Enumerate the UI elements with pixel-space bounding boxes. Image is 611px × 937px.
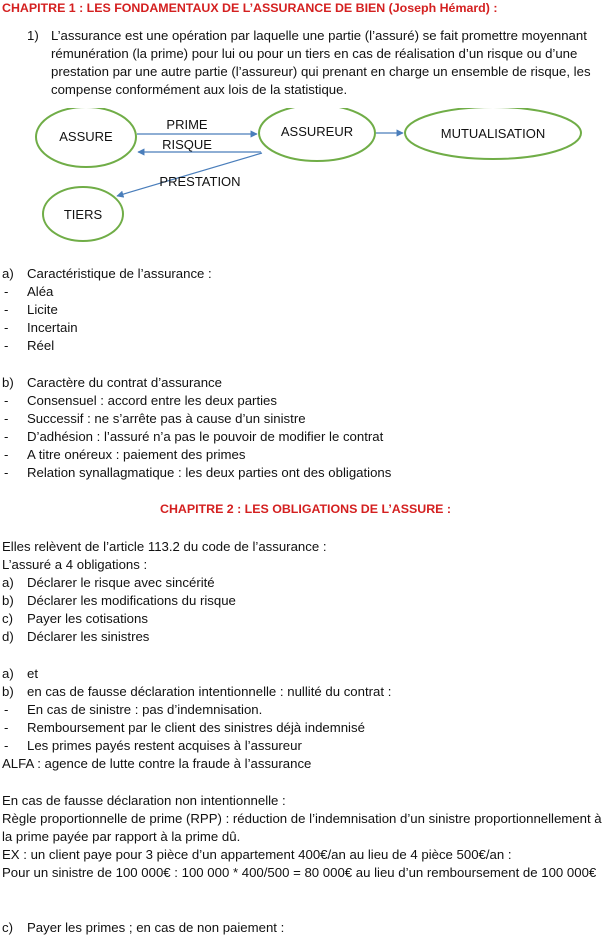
list-item: D’adhésion : l’assuré n’a pas le pouvoir de modifier le contrat	[27, 429, 384, 444]
obligation-letter: c)	[2, 611, 13, 626]
section-b-text: en cas de fausse déclaration intentionnelle : nullité du contrat :	[27, 684, 392, 699]
alfa-note: ALFA : agence de lutte contre la fraude à l’assurance	[2, 756, 312, 771]
list-dash: -	[4, 302, 9, 317]
rpp-paragraph: Règle proportionnelle de prime (RPP) : réduction de l’indemnisation d’un sinistre proportionnellement à la prime payée par rapport à la prime dû.	[2, 811, 602, 844]
section-b-letter: b)	[2, 684, 14, 699]
list-dash: -	[4, 338, 9, 353]
section-c-text: Payer les primes ; en cas de non paiement :	[27, 920, 285, 935]
list-item: En cas de sinistre : pas d’indemnisation.	[27, 702, 263, 717]
chapter2-intro: Elles relèvent de l’article 113.2 du code de l’assurance :	[2, 539, 327, 554]
chapter2-title: CHAPITRE 2 : LES OBLIGATIONS DE L’ASSURE :	[160, 502, 451, 516]
list-item: Successif : ne s’arrête pas à cause d’un sinistre	[27, 411, 306, 426]
obligation-letter: b)	[2, 593, 14, 608]
list-dash: -	[4, 284, 9, 299]
list-dash: -	[4, 320, 9, 335]
list-item: Licite	[27, 302, 58, 317]
list-item: Réel	[27, 338, 55, 353]
insurance-diagram	[0, 108, 611, 248]
tiers-label: TIERS	[63, 207, 103, 222]
prestation-label: PRESTATION	[159, 174, 241, 189]
assureur-label: ASSUREUR	[280, 124, 354, 139]
section-c-letter: c)	[2, 920, 13, 935]
caractere-letter: b)	[2, 375, 14, 390]
obligation-item: Déclarer les modifications du risque	[27, 593, 236, 608]
non-intentional-heading: En cas de fausse déclaration non intentionnelle :	[2, 793, 286, 808]
list-dash: -	[4, 393, 9, 408]
section-a-letter: a)	[2, 666, 14, 681]
list-dash: -	[4, 447, 9, 462]
section-a-text: et	[27, 666, 38, 681]
list-item: Consensuel : accord entre les deux parties	[27, 393, 277, 408]
chapter1-title: CHAPITRE 1 : LES FONDAMENTAUX DE L’ASSURANCE DE BIEN (Joseph Hémard) :	[2, 1, 498, 15]
list-dash: -	[4, 411, 9, 426]
calculation-paragraph: Pour un sinistre de 100 000€ : 100 000 * 400/500 = 80 000€ au lieu d’un remboursement de 100 000€	[2, 865, 597, 880]
list-item: Incertain	[27, 320, 78, 335]
obligation-item: Déclarer les sinistres	[27, 629, 150, 644]
obligation-letter: d)	[2, 629, 14, 644]
item1-number: 1)	[27, 28, 39, 43]
list-item: Relation synallagmatique : les deux parties ont des obligations	[27, 465, 392, 480]
list-item: Les primes payés restent acquises à l’assureur	[27, 738, 302, 753]
assure-label: ASSURE	[59, 129, 113, 144]
list-item: Aléa	[27, 284, 54, 299]
item1-paragraph: L’assurance est une opération par laquelle une partie (l’assuré) se fait promettre moyennant rémunération (la prime) pour lui ou pour un tiers en cas de réalisation d’un risque ou d’une prestation par une autre partie (l’assureur) qui prenant en charge un ensemble de risque, les compense conformément aux lois de la statistique.	[51, 28, 591, 97]
list-item: Remboursement par le client des sinistres déjà indemnisé	[27, 720, 365, 735]
prime-label: PRIME	[166, 117, 208, 132]
caracteristique-letter: a)	[2, 266, 14, 281]
obligation-letter: a)	[2, 575, 14, 590]
example-line: EX : un client paye pour 3 pièce d’un appartement 400€/an au lieu de 4 pièce 500€/an :	[2, 847, 512, 862]
list-dash: -	[4, 465, 9, 480]
list-item: A titre onéreux : paiement des primes	[27, 447, 246, 462]
obligations-count: L’assuré a 4 obligations :	[2, 557, 148, 572]
list-dash: -	[4, 720, 9, 735]
list-dash: -	[4, 702, 9, 717]
mutualisation-label: MUTUALISATION	[440, 126, 546, 141]
caracteristique-heading: Caractéristique de l’assurance :	[27, 266, 212, 281]
obligation-item: Payer les cotisations	[27, 611, 148, 626]
caractere-heading: Caractère du contrat d’assurance	[27, 375, 222, 390]
list-dash: -	[4, 429, 9, 444]
risque-label: RISQUE	[162, 137, 212, 152]
obligation-item: Déclarer le risque avec sincérité	[27, 575, 215, 590]
list-dash: -	[4, 738, 9, 753]
